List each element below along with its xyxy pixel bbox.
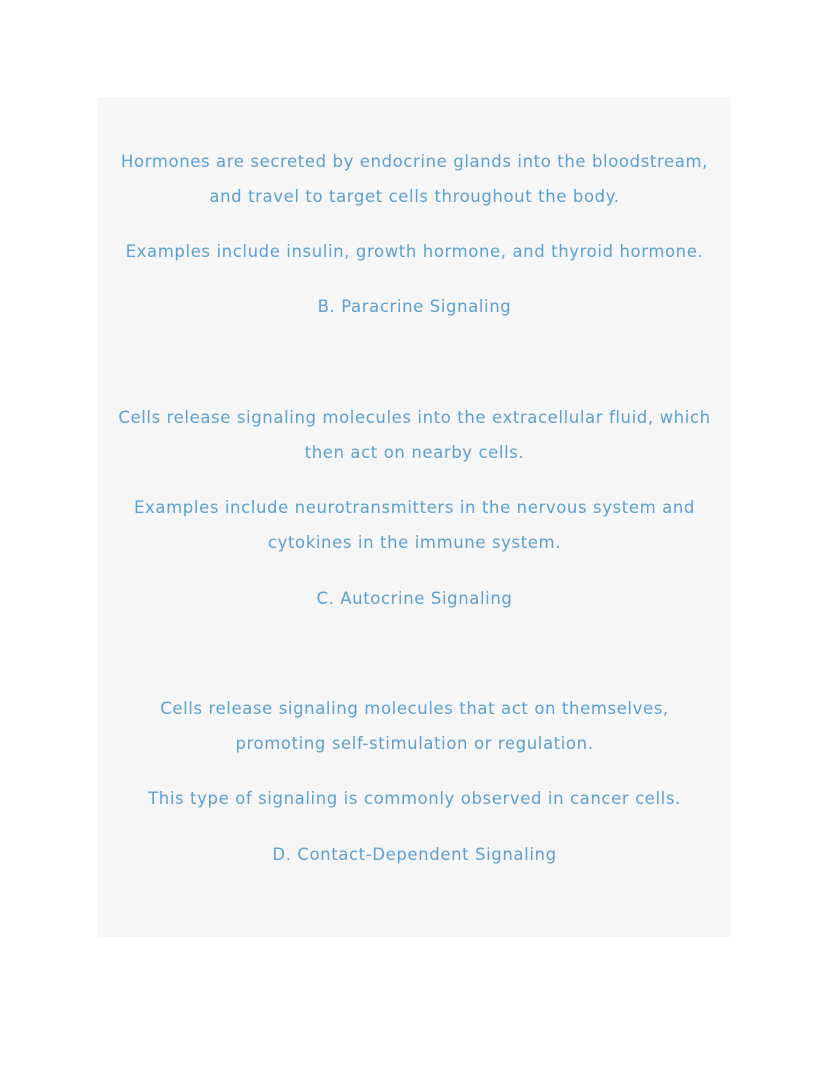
paragraph-line: Hormones are secreted by endocrine glands into the bloodstream, xyxy=(121,152,708,171)
section-heading: D. Contact-Dependent Signaling xyxy=(272,845,557,864)
paragraph-line: Examples include neurotransmitters in the nervous system and xyxy=(134,498,695,517)
section-heading: B. Paracrine Signaling xyxy=(317,297,512,316)
paragraph-line: This type of signaling is commonly observed in cancer cells. xyxy=(148,789,681,808)
paragraph-line: Cells release signaling molecules that act on themselves, xyxy=(160,699,669,718)
paragraph-line: then act on nearby cells. xyxy=(304,443,525,462)
section-heading: C. Autocrine Signaling xyxy=(316,589,513,608)
paragraph-line: promoting self-stimulation or regulation. xyxy=(235,734,594,753)
paragraph-line: and travel to target cells throughout the body. xyxy=(209,187,620,206)
document-page xyxy=(98,97,731,937)
paragraph-line: cytokines in the immune system. xyxy=(267,533,562,552)
paragraph-line: Examples include insulin, growth hormone, and thyroid hormone. xyxy=(125,242,704,261)
paragraph-line: Cells release signaling molecules into the extracellular fluid, which xyxy=(118,408,711,427)
